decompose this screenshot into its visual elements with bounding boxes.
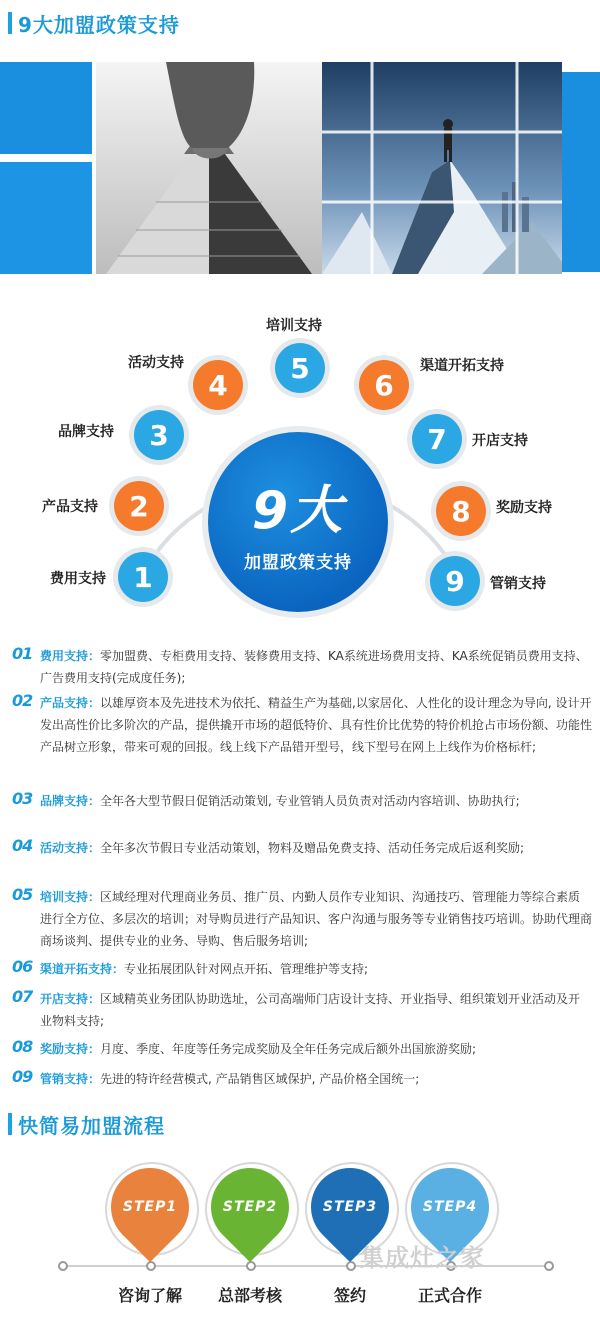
detail-number: 06 <box>12 957 33 976</box>
detail-text: 零加盟费、专柜费用支持、装修费用支持、KA系统进场费用支持、KA系统促销员费用支持、广告费用支持(完成度任务); <box>40 649 588 685</box>
step2-label: 总部考核 <box>217 1286 282 1305</box>
detail-heading: 培训支持： <box>40 890 101 904</box>
policy-node-5: 5 <box>275 343 325 393</box>
timeline-dot <box>544 1261 554 1271</box>
timeline-dot <box>146 1261 156 1271</box>
mountain-climber-image <box>322 62 562 274</box>
banner-blue-block <box>0 62 92 154</box>
policy-detail-7 <box>12 988 592 1032</box>
policy-label-6: 渠道开拓支持 <box>420 358 504 374</box>
policy-label-2: 产品支持 <box>42 499 98 515</box>
policy-detail-4 <box>12 837 592 859</box>
section-header-process <box>8 1107 165 1141</box>
policy-node-6: 6 <box>359 360 409 410</box>
detail-text: 区域精英业务团队协助选址，公司高端师门店设计支持、开业指导、组织策划开业活动及开业物料支持; <box>40 992 581 1028</box>
detail-text: 月度、季度、年度等任务完成奖励及全年任务完成后额外出国旅游奖励; <box>100 1042 477 1056</box>
policy-node-1: 1 <box>118 552 168 602</box>
policy-label-9: 管销支持 <box>490 576 546 592</box>
policy-label-5: 培训支持 <box>266 318 322 334</box>
center-subtitle: 加盟政策支持 <box>244 553 352 573</box>
detail-text: 专业拓展团队针对网点开拓、管理维护等支持; <box>124 962 369 976</box>
policy-detail-9 <box>12 1068 592 1090</box>
step3-label: 签约 <box>333 1286 366 1305</box>
step1-badge: STEP1 <box>122 1199 178 1215</box>
policy-detail-2 <box>12 692 592 758</box>
policy-detail-6 <box>12 958 592 980</box>
detail-heading: 开店支持： <box>40 992 101 1006</box>
detail-number: 02 <box>12 691 33 710</box>
detail-heading: 管销支持： <box>40 1072 101 1086</box>
section-title-process: 快简易加盟流程 <box>18 1113 165 1138</box>
detail-text: 以雄厚资本及先进技术为依托、精益生产为基础,以家居化、人性化的设计理念为导向, 设计开发出高性价比多阶次的产品，提供撬开市场的超低特价、具有性价比优势的特价机抢占市场份额、功能性产品树立形象，带来可观的回报。线上线下产品错开型号，线下型号在网上上线作为价格标杆; <box>40 696 593 754</box>
step4-label: 正式合作 <box>417 1286 482 1305</box>
detail-heading: 品牌支持： <box>40 794 101 808</box>
detail-number: 01 <box>12 644 33 663</box>
pyramid-hand-image <box>96 62 322 274</box>
timeline-dot <box>58 1261 68 1271</box>
center-big-text: 9大 <box>251 481 345 541</box>
detail-heading: 费用支持： <box>40 649 101 663</box>
policy-detail-5 <box>12 886 592 952</box>
hero-banner <box>0 62 600 274</box>
detail-number: 09 <box>12 1067 33 1086</box>
detail-text: 区域经理对代理商业务员、推广员、内勤人员作专业知识、沟通技巧、管理能力等综合素质进行全方位、多层次的培训；对导购员进行产品知识、客户沟通与服务等专业销售技巧培训。协助代理商商场谈判、提供专业的业务、导购、售后服务培训; <box>40 890 593 948</box>
detail-text: 全年各大型节假日促销活动策划, 专业管销人员负责对活动内容培训、协助执行; <box>100 794 520 808</box>
watermark-logo: 集成灶之家 <box>360 1244 485 1272</box>
step1-label: 咨询了解 <box>117 1286 182 1305</box>
policy-detail-1 <box>12 645 592 689</box>
policy-detail-8 <box>12 1038 592 1060</box>
detail-heading: 产品支持： <box>40 696 101 710</box>
policy-label-8: 奖励支持 <box>496 500 552 516</box>
detail-text: 全年多次节假日专业活动策划，物料及赠品免费支持、活动任务完成后返利奖励; <box>100 841 525 855</box>
center-circle <box>208 432 388 612</box>
policy-label-1: 费用支持 <box>50 571 106 587</box>
policy-node-2: 2 <box>114 481 164 531</box>
detail-text: 先进的特许经营模式, 产品销售区域保护, 产品价格全国统一; <box>100 1072 420 1086</box>
policy-detail-3 <box>12 790 592 812</box>
section-title-policy: 9大加盟政策支持 <box>18 12 180 37</box>
policy-node-7: 7 <box>412 414 462 464</box>
policy-node-8: 8 <box>436 486 486 536</box>
step3-badge: STEP3 <box>322 1199 378 1215</box>
step2-badge: STEP2 <box>222 1199 278 1215</box>
detail-number: 04 <box>12 836 33 855</box>
detail-heading: 渠道开拓支持： <box>40 962 125 976</box>
banner-blue-block <box>0 162 92 274</box>
detail-heading: 奖励支持： <box>40 1042 101 1056</box>
detail-heading: 活动支持： <box>40 841 101 855</box>
detail-number: 07 <box>12 987 33 1006</box>
detail-number: 03 <box>12 789 33 808</box>
detail-number: 08 <box>12 1037 33 1056</box>
step4-badge: STEP4 <box>422 1199 478 1215</box>
policy-node-3: 3 <box>134 410 184 460</box>
policy-label-7: 开店支持 <box>472 433 528 449</box>
policy-label-4: 活动支持 <box>128 355 184 371</box>
timeline-dot <box>246 1261 256 1271</box>
detail-number: 05 <box>12 885 33 904</box>
banner-blue-block <box>560 72 600 272</box>
section-header-policy <box>8 6 180 40</box>
header-accent-bar <box>8 12 12 34</box>
policy-node-4: 4 <box>193 360 243 410</box>
timeline-dot <box>346 1261 356 1271</box>
policy-node-9: 9 <box>430 556 480 606</box>
policy-label-3: 品牌支持 <box>58 424 114 440</box>
header-accent-bar <box>8 1113 12 1135</box>
